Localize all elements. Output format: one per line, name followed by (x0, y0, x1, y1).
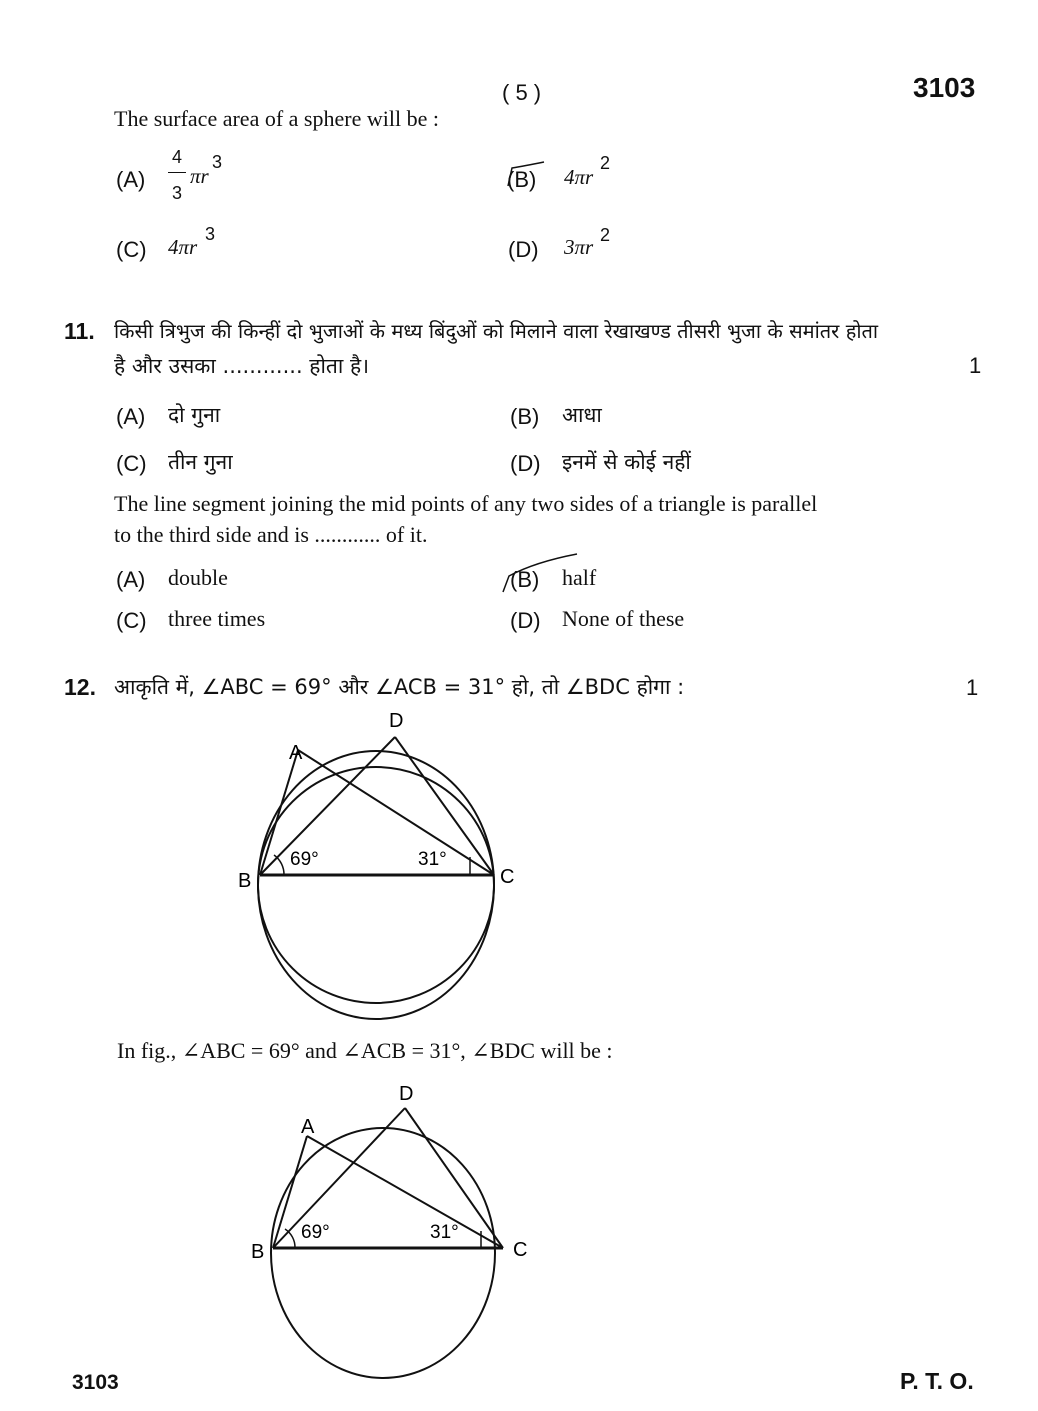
option-text: three times (168, 606, 266, 631)
option-expression: 4πr (168, 235, 198, 259)
option-label: (D) (510, 608, 541, 633)
point-b-label: B (238, 870, 252, 892)
page-number: ( 5 ) (502, 80, 542, 105)
answer-tick-mark (500, 150, 560, 200)
q12-hindi-text: आकृति में, ∠ABC = 69° और ∠ACB = 31° हो, तो ∠BDC होगा : (114, 675, 685, 699)
option-label: (A) (116, 567, 146, 592)
circle-outline (258, 751, 494, 1019)
option-text: इनमें से कोई नहीं (562, 450, 691, 474)
point-a-label: A (289, 742, 303, 764)
point-c-label: C (513, 1239, 528, 1261)
point-d-label: D (389, 710, 404, 732)
option-label: (B) (510, 567, 540, 592)
point-c-label: C (500, 866, 515, 888)
option-label: (C) (116, 237, 147, 262)
q11-english-line2: to the third side and is ............ of it. (114, 522, 428, 547)
q11-hindi-line2: है और उसका ............ होता है। (114, 354, 370, 378)
q11-english-line1: The line segment joining the mid points of any two sides of a triangle is parallel (114, 491, 818, 516)
option-exponent: 3 (205, 224, 216, 244)
pto-label: P. T. O. (900, 1368, 974, 1394)
option-label: (C) (116, 608, 147, 633)
q12-marks: 1 (966, 675, 979, 700)
option-exponent: 2 (600, 153, 611, 173)
fraction-bar (168, 172, 186, 173)
option-exponent: 3 (212, 152, 223, 172)
option-text: half (562, 565, 597, 590)
angle-arc-b (285, 1229, 295, 1248)
option-text: double (168, 565, 228, 590)
q12-english-text: In fig., ∠ABC = 69° and ∠ACB = 31°, ∠BDC will be : (117, 1038, 613, 1063)
paper-code-header: 3103 (913, 72, 976, 103)
point-b-label: B (251, 1241, 265, 1263)
chord-ac (307, 1136, 503, 1248)
q10-text: The surface area of a sphere will be : (114, 106, 439, 131)
q11-number: 11. (64, 318, 95, 344)
angle-c-label: 31° (418, 849, 447, 870)
option-label: (D) (510, 451, 541, 476)
q12-number: 12. (64, 674, 96, 700)
paper-code-footer: 3103 (72, 1371, 119, 1394)
circle-figure-english (245, 1078, 545, 1388)
option-label: (A) (116, 404, 146, 429)
option-expression: πr (190, 164, 209, 188)
option-text: तीन गुना (168, 450, 233, 474)
circle-outline (271, 1128, 495, 1378)
circle-figure-hindi (230, 705, 530, 1025)
option-text: दो गुना (168, 403, 221, 427)
answer-tick-mark (495, 548, 585, 598)
option-expression: 3πr (564, 235, 594, 259)
angle-b-label: 69° (290, 849, 319, 870)
option-text: आधा (562, 403, 602, 427)
option-label: (D) (508, 237, 539, 262)
option-expression: 4πr (564, 165, 594, 189)
circle (258, 767, 494, 1003)
q11-marks: 1 (969, 353, 982, 378)
option-text: None of these (562, 606, 685, 631)
q11-hindi-line1: किसी त्रिभुज की किन्हीं दो भुजाओं के मध्य बिंदुओं को मिलाने वाला रेखाखण्ड तीसरी भुजा के समांतर होता (114, 319, 879, 343)
fraction-numerator: 4 (171, 147, 182, 167)
option-label: (C) (116, 451, 147, 476)
option-exponent: 2 (600, 225, 611, 245)
option-label: (B) (510, 404, 540, 429)
option-label: (B) (507, 167, 537, 192)
option-label: (A) (116, 167, 146, 192)
angle-b-label: 69° (301, 1222, 330, 1243)
angle-c-label: 31° (430, 1222, 459, 1243)
point-a-label: A (301, 1116, 315, 1138)
point-d-label: D (399, 1083, 414, 1105)
fraction-denominator: 3 (171, 183, 182, 203)
